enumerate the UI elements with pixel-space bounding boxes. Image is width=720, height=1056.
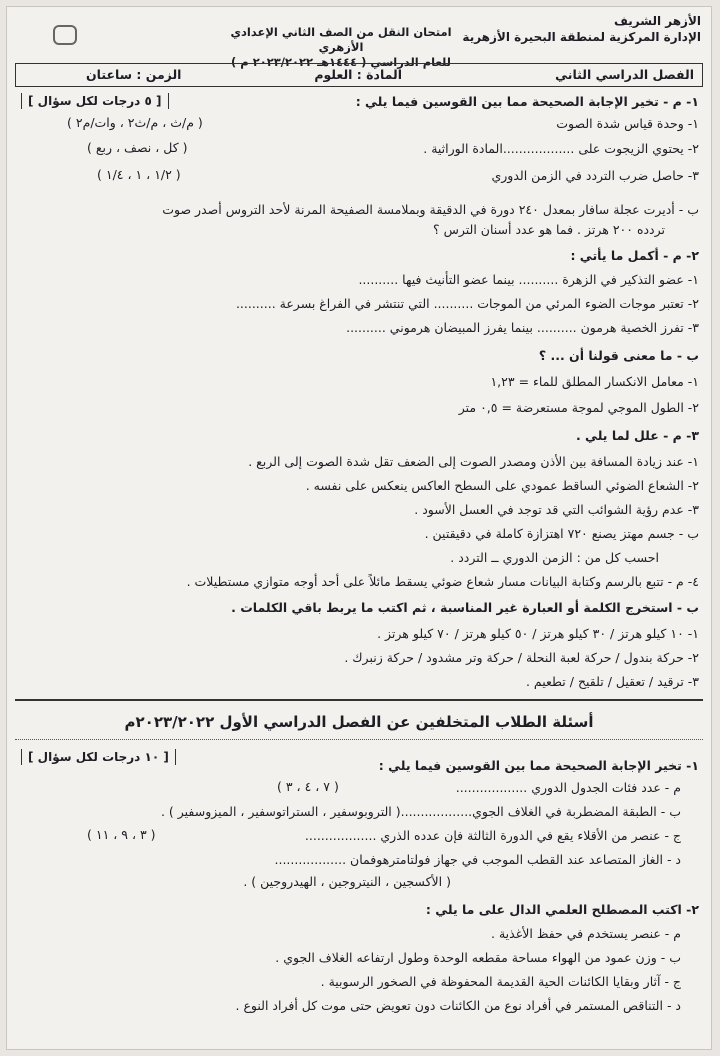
q2-b-item-1: ١- معامل الانكسار المطلق للماء = ١,٢٣	[490, 374, 699, 389]
exam-info-bar	[15, 63, 703, 87]
part2-q2-item-2: ب - وزن عمود من الهواء مساحة مقطعه الوحدة وطول ارتفاعه الغلاف الجوي .	[275, 950, 681, 965]
subject-label: المادة : العلوم	[314, 67, 402, 82]
part2-q2-item-4: د - التناقص المستمر في أفراد نوع من الكائنات دون تعويض حتى موت كل أفراد النوع .	[235, 998, 681, 1013]
authority-block	[462, 13, 701, 45]
section-divider	[15, 699, 703, 701]
exam-sheet	[6, 6, 712, 1050]
part2-q1-head: ١- تخير الإجابة الصحيحة مما بين القوسين فيما يلي :	[378, 758, 699, 773]
part2-q2-item-1: م - عنصر يستخدم في حفظ الأغذية .	[491, 926, 681, 941]
q1-item-3: ٣- حاصل ضرب التردد في الزمن الدوري	[491, 168, 699, 183]
authority-line-1: الأزهر الشريف	[613, 14, 701, 28]
part2-q1-item-4-options: ( الأكسجين ، النيتروجين ، الهيدروجين ) .	[243, 874, 451, 889]
q2-item-1: ١- عضو التذكير في الزهرة .......... بينما عضو التأنيث فيها ..........	[358, 272, 699, 287]
q4-b-item-2: ٢- حركة بندول / حركة لعبة النحلة / حركة وتر مشدود / حركة زنبرك .	[344, 650, 699, 665]
q1-marks: [ ٥ درجات لكل سؤال ]	[21, 93, 169, 109]
q3-item-3: ٣- عدم رؤية الشوائب التي قد توجد في العسل الأسود .	[414, 502, 699, 517]
q1-b-line-2: تردده ٢٠٠ هرتز . فما هو عدد أسنان الترس ؟	[432, 222, 665, 237]
q3-item-1: ١- عند زيادة المسافة بين الأذن ومصدر الصوت إلى الضعف تقل شدة الصوت إلى الربع .	[248, 454, 699, 469]
time-label: الزمن : ساعتان	[86, 67, 182, 82]
q3-item-2: ٢- الشعاع الضوئي الساقط عمودي على السطح العاكس ينعكس على نفسه .	[305, 478, 699, 493]
q1-item-1: ١- وحدة قياس شدة الصوت	[556, 116, 699, 131]
part2-q2-item-3: ج - آثار وبقايا الكائنات الحية القديمة المحفوظة في الصخور الرسوبية .	[320, 974, 681, 989]
q2-b-head: ب - ما معنى قولنا أن ... ؟	[538, 348, 699, 363]
part2-q1-item-3: ج - عنصر من الأقلاء يقع في الدورة الثالثة فإن عدده الذري ..................	[304, 828, 681, 843]
part2-q1-item-3-options: ( ٣ ، ٩ ، ١١ )	[87, 827, 156, 842]
q4-b-item-3: ٣- ترقيد / تعقيل / تلقيح / تطعيم .	[525, 674, 699, 689]
q4-b-head: ب - استخرج الكلمة أو العبارة غير المناسبة ، ثم اكتب ما يربط باقي الكلمات .	[231, 600, 699, 615]
part2-q1-item-1-options: ( ٧ ، ٤ ، ٣ )	[277, 779, 339, 794]
part2-q1-item-1: م - عدد فئات الجدول الدوري ..................	[455, 780, 681, 795]
q3-head: ٣- م - علل لما يلي .	[575, 428, 699, 443]
q3-b-line-1: ب - جسم مهتز يصنع ٧٢٠ اهتزازة كاملة في دقيقتين .	[424, 526, 699, 541]
q4-head: ٤- م - تتبع بالرسم وكتابة البيانات مسار شعاع ضوئي يسقط مائلاً على أحد أوجه متوازي مستطيلات .	[186, 574, 699, 589]
q2-item-2: ٢- تعتبر موجات الضوء المرئي من الموجات .......... التي تنتشر في الفراغ بسرعة ..........	[235, 296, 699, 311]
part2-q1-item-4: د - الغاز المتصاعد عند القطب الموجب في جهاز فولتامترهوفمان ..................	[274, 852, 681, 867]
q2-item-3: ٣- تفرز الخصية هرمون .......... بينما يفرز المبيضان هرموني ..........	[346, 320, 699, 335]
q1-item-1-options: ( م/ث ، م/ث٢ ، وات/م٢ )	[67, 115, 203, 130]
part2-marks: [ ١٠ درجات لكل سؤال ]	[21, 749, 176, 765]
q2-head: ٢- م - أكمل ما يأتي :	[570, 248, 699, 263]
q2-b-item-2: ٢- الطول الموجي لموجة مستعرضة = ٠,٥ متر	[458, 400, 699, 415]
q1-item-2: ٢- يحتوي الزيجوت على ..................المادة الوراثية .	[423, 141, 699, 156]
authority-line-2: الإدارة المركزية لمنطقة البحيرة الأزهرية	[462, 30, 701, 44]
emblem-icon	[53, 25, 77, 45]
part2-divider	[15, 739, 703, 740]
q1-item-2-options: ( كل ، نصف ، ربع )	[87, 140, 188, 155]
q1-b-line-1: ب - أديرت عجلة سافار بمعدل ٢٤٠ دورة في الدقيقة وبملامسة الصفيحة المرنة لأحد التروس أصدر صوت	[162, 202, 699, 217]
q4-b-item-1: ١- ١٠ كيلو هرتز / ٣٠ كيلو هرتز / ٥٠ كيلو هرتز / ٧٠ كيلو هرتز .	[377, 626, 699, 641]
part2-q2-head: ٢- اكتب المصطلح العلمي الدال على ما يلي :	[425, 902, 699, 917]
exam-year: للعام الدراسي ( ١٤٤٤هـ ٢٠٢٣/٢٠٢٢ م )	[231, 55, 451, 69]
q1-item-3-options: ( ١/٢ ، ١ ، ١/٤ )	[97, 167, 181, 182]
part2-q1-item-2: ب - الطبقة المضطربة في الغلاف الجوي..................( التروبوسفير ، الستراتوسفير ، الميزوسفير ) .	[160, 804, 681, 819]
exam-title: امتحان النقل من الصف الثاني الإعدادي الأزهري	[230, 25, 452, 54]
exam-header	[7, 7, 711, 69]
part2-title: أسئلة الطلاب المتخلفين عن الفصل الدراسي الأول ٢٠٢٣/٢٠٢٢م	[124, 713, 594, 731]
q3-b-line-2: احسب كل من : الزمن الدوري ــ التردد .	[450, 550, 659, 565]
term-label: الفصل الدراسي الثاني	[555, 67, 694, 82]
q1-head: ١- م - تخير الإجابة الصحيحة مما بين القوسين فيما يلي :	[355, 94, 699, 109]
